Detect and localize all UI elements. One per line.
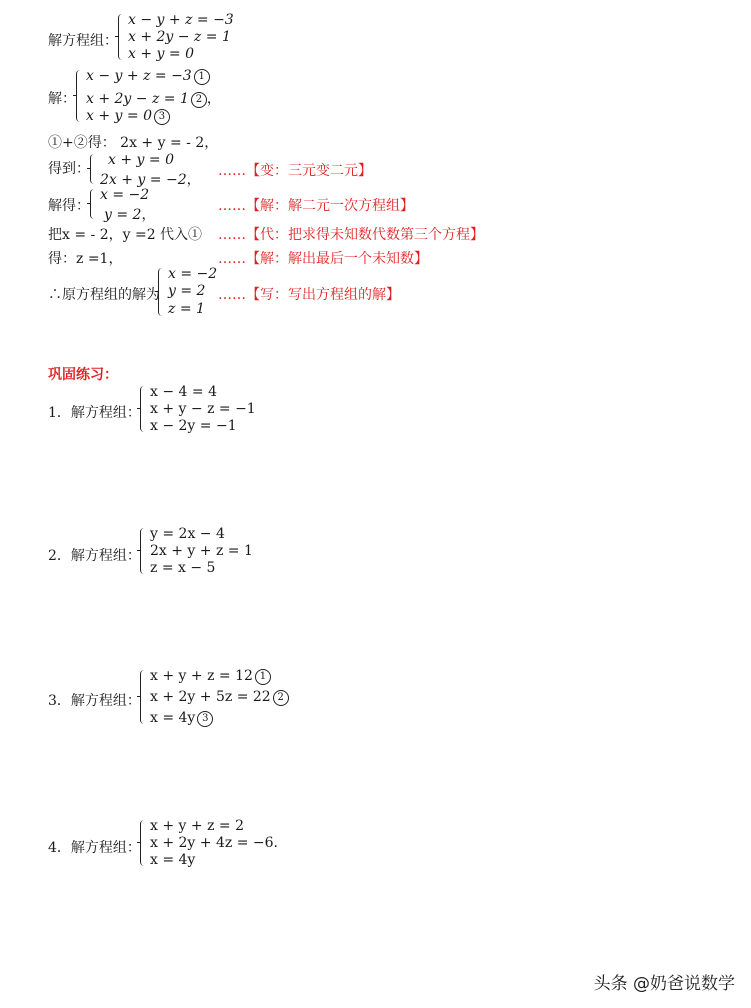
practice-heading: 巩固练习： [48, 367, 118, 383]
equation: x = 4y 3 [150, 710, 213, 727]
equation: y = 2， [104, 207, 156, 223]
equation: 2x + y = −2， [100, 172, 201, 188]
equation: x = 4y [150, 852, 196, 868]
solution-label: 解： [48, 91, 76, 107]
circle-number-icon: 2 [273, 690, 289, 706]
note-solve-two: ……【解：解二元一次方程组】 [218, 198, 414, 214]
equation: x = −2 [168, 266, 218, 282]
brace-icon [90, 154, 97, 184]
got-label: 得到： [48, 161, 90, 177]
brace-icon [140, 670, 147, 724]
equation: z = x − 5 [150, 560, 216, 576]
exercise-label: 2．解方程组： [48, 548, 141, 564]
brace-icon [158, 268, 165, 316]
equation: x = −2 [100, 187, 150, 203]
equation: x + 2y + 4z = −6. [150, 835, 278, 851]
equation: 2x + y + z = 1 [150, 543, 253, 559]
equation: x + y + z = 12 1 [150, 668, 271, 685]
circle-number-icon: 1 [194, 69, 210, 85]
equation: x + y = 0 [128, 46, 194, 62]
equation: x + y = 0 [108, 152, 174, 168]
substitute-step: 把x = - 2，y =2 代入① [48, 227, 203, 243]
brace-icon [140, 386, 147, 432]
note-last-unknown: ……【解：解出最后一个未知数】 [218, 251, 428, 267]
exercise-label: 4．解方程组： [48, 840, 141, 856]
get-z-step: 得：z =1， [48, 251, 123, 267]
circle-number-icon: 3 [197, 711, 213, 727]
equation: x + y − z = −1 [150, 401, 256, 417]
circle-number-icon: 2 [191, 92, 207, 108]
note-write: ……【写：写出方程组的解】 [218, 287, 400, 303]
equation: x − 4 = 4 [150, 384, 217, 400]
equation: y = 2 [168, 283, 206, 299]
note-substitute: ……【代：把求得未知数代数第三个方程】 [218, 227, 484, 243]
equation: x − y + z = −3 1 [86, 68, 210, 85]
brace-icon [140, 820, 147, 866]
exercise-label: 3．解方程组： [48, 693, 141, 709]
equation: x + 2y − z = 1 2 ， [86, 91, 221, 107]
equation: x + y = 0 3 [86, 108, 170, 125]
final-label: ∴原方程组的解为 [48, 287, 160, 303]
equation: x − y + z = −3 [128, 12, 234, 28]
exercise-label: 1．解方程组： [48, 405, 141, 421]
solved-label: 解得： [48, 198, 90, 214]
equation: x + y + z = 2 [150, 818, 244, 834]
problem-label: 解方程组： [48, 33, 118, 49]
brace-icon [140, 528, 147, 574]
step-add: ①+②得： 2x + y = - 2， [48, 135, 219, 151]
equation: x + 2y + 5z = 22 2 [150, 689, 289, 706]
equation: x + 2y − z = 1 [128, 29, 231, 45]
watermark: 头条 @奶爸说数学 [593, 974, 735, 994]
circle-number-icon: 3 [154, 109, 170, 125]
brace-icon [76, 70, 83, 122]
brace-icon [118, 14, 125, 60]
equation: x − 2y = −1 [150, 418, 237, 434]
equation: y = 2x − 4 [150, 526, 225, 542]
brace-icon [90, 189, 97, 219]
equation: z = 1 [168, 301, 205, 317]
note-transform: ……【变：三元变二元】 [218, 163, 372, 179]
circle-number-icon: 1 [255, 669, 271, 685]
